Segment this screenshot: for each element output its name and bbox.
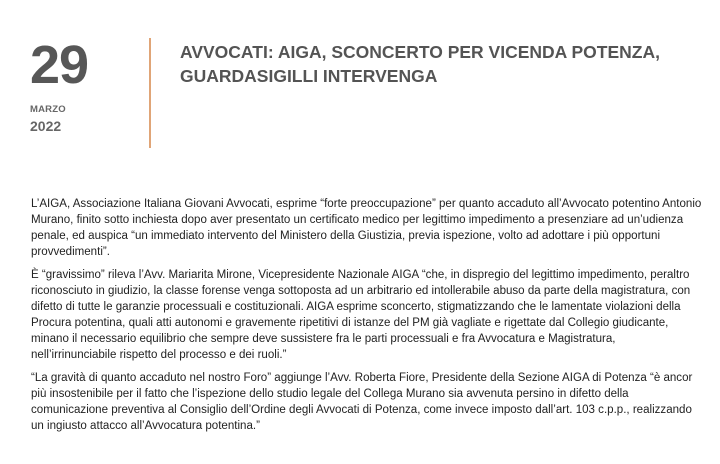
article-paragraph-1: L’AIGA, Associazione Italiana Giovani Avvocati, esprime “forte preoccupazione” per quanto accaduto all’Avvocato potentino Antonio Murano, finito sotto inchiesta dopo aver presentato un certificato medico per legittimo impedimento a presenziare ad un’udienza penale, ed auspica “un immediato intervento del Ministero della Giustizia, previa ispezione, volto ad adottare i più opportuni provvedimenti”. — [31, 198, 702, 258]
article-body — [31, 196, 703, 441]
date-day: 29 — [30, 35, 89, 95]
article-paragraph-3: “La gravità di quanto accaduto nel nostro Foro” aggiunge l’Avv. Roberta Fiore, Presidente della Sezione AIGA di Potenza “è ancor più insostenibile per il fatto che l’ispezione dello studio legale del Collega Murano sia avvenuta persino in difetto della comunicazione preventiva al Consiglio dell’Ordine degli Avvocati di Potenza, come invece imposto dall’art. 103 c.p.p., realizzando un ingiusto attacco all’Avvocatura potentina.” — [31, 372, 693, 432]
title-divider — [149, 38, 151, 148]
publication-date — [30, 35, 130, 134]
date-month: MARZO — [30, 104, 66, 115]
date-year: 2022 — [30, 118, 62, 134]
article-paragraph-2: È “gravissimo” rileva l’Avv. Mariarita Mirone, Vicepresidente Nazionale AIGA “che, in dispregio del legittimo impedimento, peraltro riconosciuto in giudizio, la classe forense venga sottoposta ad un arbitrario ed intollerabile abuso da parte della magistratura, con difetto di tutte le garanzie processuali e costituzionali. AIGA esprime sconcerto, stigmatizzando che le lamentate violazioni della Procura potentina, quali atti autonomi e gravemente ripetitivi di istanze del PM già vagliate e rigettate dal Collegio giudicante, minano il necessario equilibrio che sempre deve sussistere fra le parti processuali e fra Avvocatura e Magistratura, nell’irrinunciabile rispetto del processo e dei ruoli.” — [31, 269, 691, 361]
article-title: AVVOCATI: AIGA, SCONCERTO PER VICENDA POTENZA, GUARDASIGILLI INTERVENGA — [180, 42, 660, 86]
